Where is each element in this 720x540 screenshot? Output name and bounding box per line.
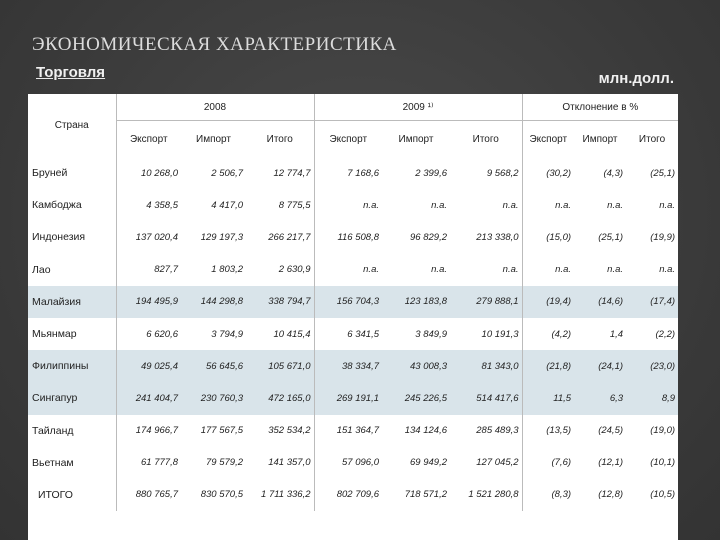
value-cell: 472 165,0 xyxy=(246,382,314,414)
value-cell: n.a. xyxy=(607,264,624,276)
sub-header: Импорт xyxy=(196,133,231,145)
table-row xyxy=(28,447,678,479)
value-cell: 2 399,6 xyxy=(415,167,447,179)
value-cell: 1 711 336,2 xyxy=(246,479,314,511)
value-cell: 57 096,0 xyxy=(342,457,379,469)
country-cell: Тайланд xyxy=(28,415,116,447)
value-cell: n.a. xyxy=(431,264,447,276)
value-cell: 2 506,7 xyxy=(211,167,243,179)
sub-header: Экспорт xyxy=(529,133,568,145)
table-row xyxy=(28,318,678,350)
value-cell: (7,6) xyxy=(551,457,572,469)
table-row xyxy=(28,350,678,382)
value-cell: 6 620,6 xyxy=(146,328,178,340)
value-cell: 129 197,3 xyxy=(200,231,243,243)
total-row xyxy=(28,479,678,511)
value-cell: 8,9 xyxy=(626,382,678,414)
value-cell: 802 709,6 xyxy=(336,489,379,501)
value-cell: 177 567,5 xyxy=(200,425,243,437)
value-cell: (30,2) xyxy=(546,167,572,179)
value-cell: (8,3) xyxy=(551,489,572,501)
value-cell: 338 794,7 xyxy=(246,286,314,318)
value-cell: 352 534,2 xyxy=(246,415,314,447)
value-cell: (4,2) xyxy=(551,328,572,340)
value-cell: 4 358,5 xyxy=(146,199,178,211)
value-cell: 245 226,5 xyxy=(382,382,450,414)
value-cell: (13,5) xyxy=(546,425,572,437)
value-cell: 2 630,9 xyxy=(246,254,314,286)
sub-header: Итого xyxy=(246,121,314,158)
country-cell: Бруней xyxy=(28,157,116,189)
value-cell: 514 417,6 xyxy=(450,382,522,414)
value-cell: (14,6) xyxy=(574,286,626,318)
value-cell: 10 268,0 xyxy=(141,167,178,179)
value-cell: 61 777,8 xyxy=(141,457,178,469)
value-cell: 10 415,4 xyxy=(246,318,314,350)
value-cell: 3 794,9 xyxy=(211,328,243,340)
value-cell: 116 508,8 xyxy=(337,231,379,243)
value-cell: 6,3 xyxy=(574,382,626,414)
value-cell: 151 364,7 xyxy=(336,425,379,437)
value-cell: 3 849,9 xyxy=(415,328,447,340)
value-cell: (19,9) xyxy=(650,231,676,243)
table-row xyxy=(28,221,678,253)
value-cell: (17,4) xyxy=(626,286,678,318)
section-subtitle: Торговля xyxy=(36,64,106,81)
value-cell: 6 341,5 xyxy=(347,328,379,340)
header-row-subcolumns xyxy=(28,121,678,158)
country-cell: Малайзия xyxy=(28,286,116,318)
header-row-years xyxy=(28,94,678,121)
value-cell: (15,0) xyxy=(546,231,572,243)
deviation-header: Отклонение в % xyxy=(522,94,678,121)
value-cell: 56 645,6 xyxy=(181,350,246,382)
sub-header: Экспорт xyxy=(129,133,168,145)
value-cell: (2,2) xyxy=(655,328,676,340)
country-cell: Мьянмар xyxy=(28,318,116,350)
table-body xyxy=(28,157,678,511)
year-header-2008: 2008 xyxy=(116,94,314,121)
country-cell: Лао xyxy=(28,254,116,286)
value-cell: n.a. xyxy=(450,254,522,286)
value-cell: 174 966,7 xyxy=(135,425,178,437)
country-cell: Вьетнам xyxy=(28,447,116,479)
value-cell: 10 191,3 xyxy=(450,318,522,350)
value-cell: (12,1) xyxy=(598,457,624,469)
value-cell: 105 671,0 xyxy=(246,350,314,382)
value-cell: n.a. xyxy=(659,199,676,211)
value-cell: (10,5) xyxy=(650,489,676,501)
table-row xyxy=(28,382,678,414)
value-cell: 141 357,0 xyxy=(246,447,314,479)
trade-table xyxy=(28,94,678,511)
value-cell: 81 343,0 xyxy=(450,350,522,382)
value-cell: 7 168,6 xyxy=(347,167,379,179)
table-row xyxy=(28,189,678,221)
year-header-2009: 2009 ¹⁾ xyxy=(314,94,522,121)
value-cell: 123 183,8 xyxy=(382,286,450,318)
value-cell: 1 803,2 xyxy=(211,264,243,276)
value-cell: 194 495,9 xyxy=(116,286,181,318)
value-cell: 213 338,0 xyxy=(450,221,522,253)
value-cell: 279 888,1 xyxy=(450,286,522,318)
value-cell: 38 334,7 xyxy=(314,350,382,382)
value-cell: 156 704,3 xyxy=(314,286,382,318)
value-cell: 11,5 xyxy=(522,382,574,414)
value-cell: 1 521 280,8 xyxy=(450,479,522,511)
value-cell: 137 020,4 xyxy=(135,231,178,243)
value-cell: 144 298,8 xyxy=(181,286,246,318)
value-cell: n.a. xyxy=(450,189,522,221)
value-cell: n.a. xyxy=(607,199,624,211)
value-cell: 241 404,7 xyxy=(116,382,181,414)
sub-header: Итого xyxy=(450,121,522,158)
units-label: млн.долл. xyxy=(598,70,674,87)
value-cell: n.a. xyxy=(659,264,676,276)
value-cell: 285 489,3 xyxy=(450,415,522,447)
sub-header: Итого xyxy=(638,133,666,145)
value-cell: 79 579,2 xyxy=(206,457,243,469)
value-cell: 69 949,2 xyxy=(410,457,447,469)
table-row xyxy=(28,254,678,286)
value-cell: 12 774,7 xyxy=(246,157,314,189)
value-cell: 1,4 xyxy=(609,328,624,340)
value-cell: (19,0) xyxy=(650,425,676,437)
value-cell: (25,1) xyxy=(598,231,624,243)
sub-header: Импорт xyxy=(582,133,618,145)
value-cell: (4,3) xyxy=(603,167,624,179)
value-cell: n.a. xyxy=(431,199,447,211)
table-row xyxy=(28,157,678,189)
country-cell: ИТОГО xyxy=(28,479,116,511)
value-cell: (23,0) xyxy=(626,350,678,382)
value-cell: (12,8) xyxy=(598,489,624,501)
sub-header: Импорт xyxy=(398,133,434,145)
trade-table-container xyxy=(28,94,678,540)
value-cell: (24,1) xyxy=(574,350,626,382)
value-cell: n.a. xyxy=(555,264,572,276)
value-cell: (19,4) xyxy=(522,286,574,318)
value-cell: 4 417,0 xyxy=(211,199,243,211)
table-row xyxy=(28,286,678,318)
value-cell: 230 760,3 xyxy=(181,382,246,414)
value-cell: (21,8) xyxy=(522,350,574,382)
value-cell: 9 568,2 xyxy=(450,157,522,189)
value-cell: 718 571,2 xyxy=(404,489,447,501)
value-cell: n.a. xyxy=(363,264,379,276)
country-cell: Филиппины xyxy=(28,350,116,382)
value-cell: 96 829,2 xyxy=(410,231,447,243)
value-cell: 269 191,1 xyxy=(314,382,382,414)
value-cell: (10,1) xyxy=(650,457,676,469)
value-cell: 880 765,7 xyxy=(135,489,178,501)
value-cell: 127 045,2 xyxy=(450,447,522,479)
value-cell: (24,5) xyxy=(598,425,624,437)
value-cell: 830 570,5 xyxy=(200,489,243,501)
value-cell: 8 775,5 xyxy=(246,189,314,221)
value-cell: 827,7 xyxy=(154,264,178,276)
slide-title: ЭКОНОМИЧЕСКАЯ ХАРАКТЕРИСТИКА xyxy=(32,34,397,55)
sub-header: Экспорт xyxy=(329,133,368,145)
value-cell: n.a. xyxy=(555,199,572,211)
table-row xyxy=(28,415,678,447)
value-cell: 49 025,4 xyxy=(116,350,181,382)
country-column-header: Страна xyxy=(28,94,116,157)
value-cell: 134 124,6 xyxy=(404,425,447,437)
value-cell: 266 217,7 xyxy=(246,221,314,253)
country-cell: Сингапур xyxy=(28,382,116,414)
country-cell: Камбоджа xyxy=(28,189,116,221)
country-cell: Индонезия xyxy=(28,221,116,253)
value-cell: (25,1) xyxy=(650,167,676,179)
value-cell: n.a. xyxy=(363,199,379,211)
value-cell: 43 008,3 xyxy=(382,350,450,382)
